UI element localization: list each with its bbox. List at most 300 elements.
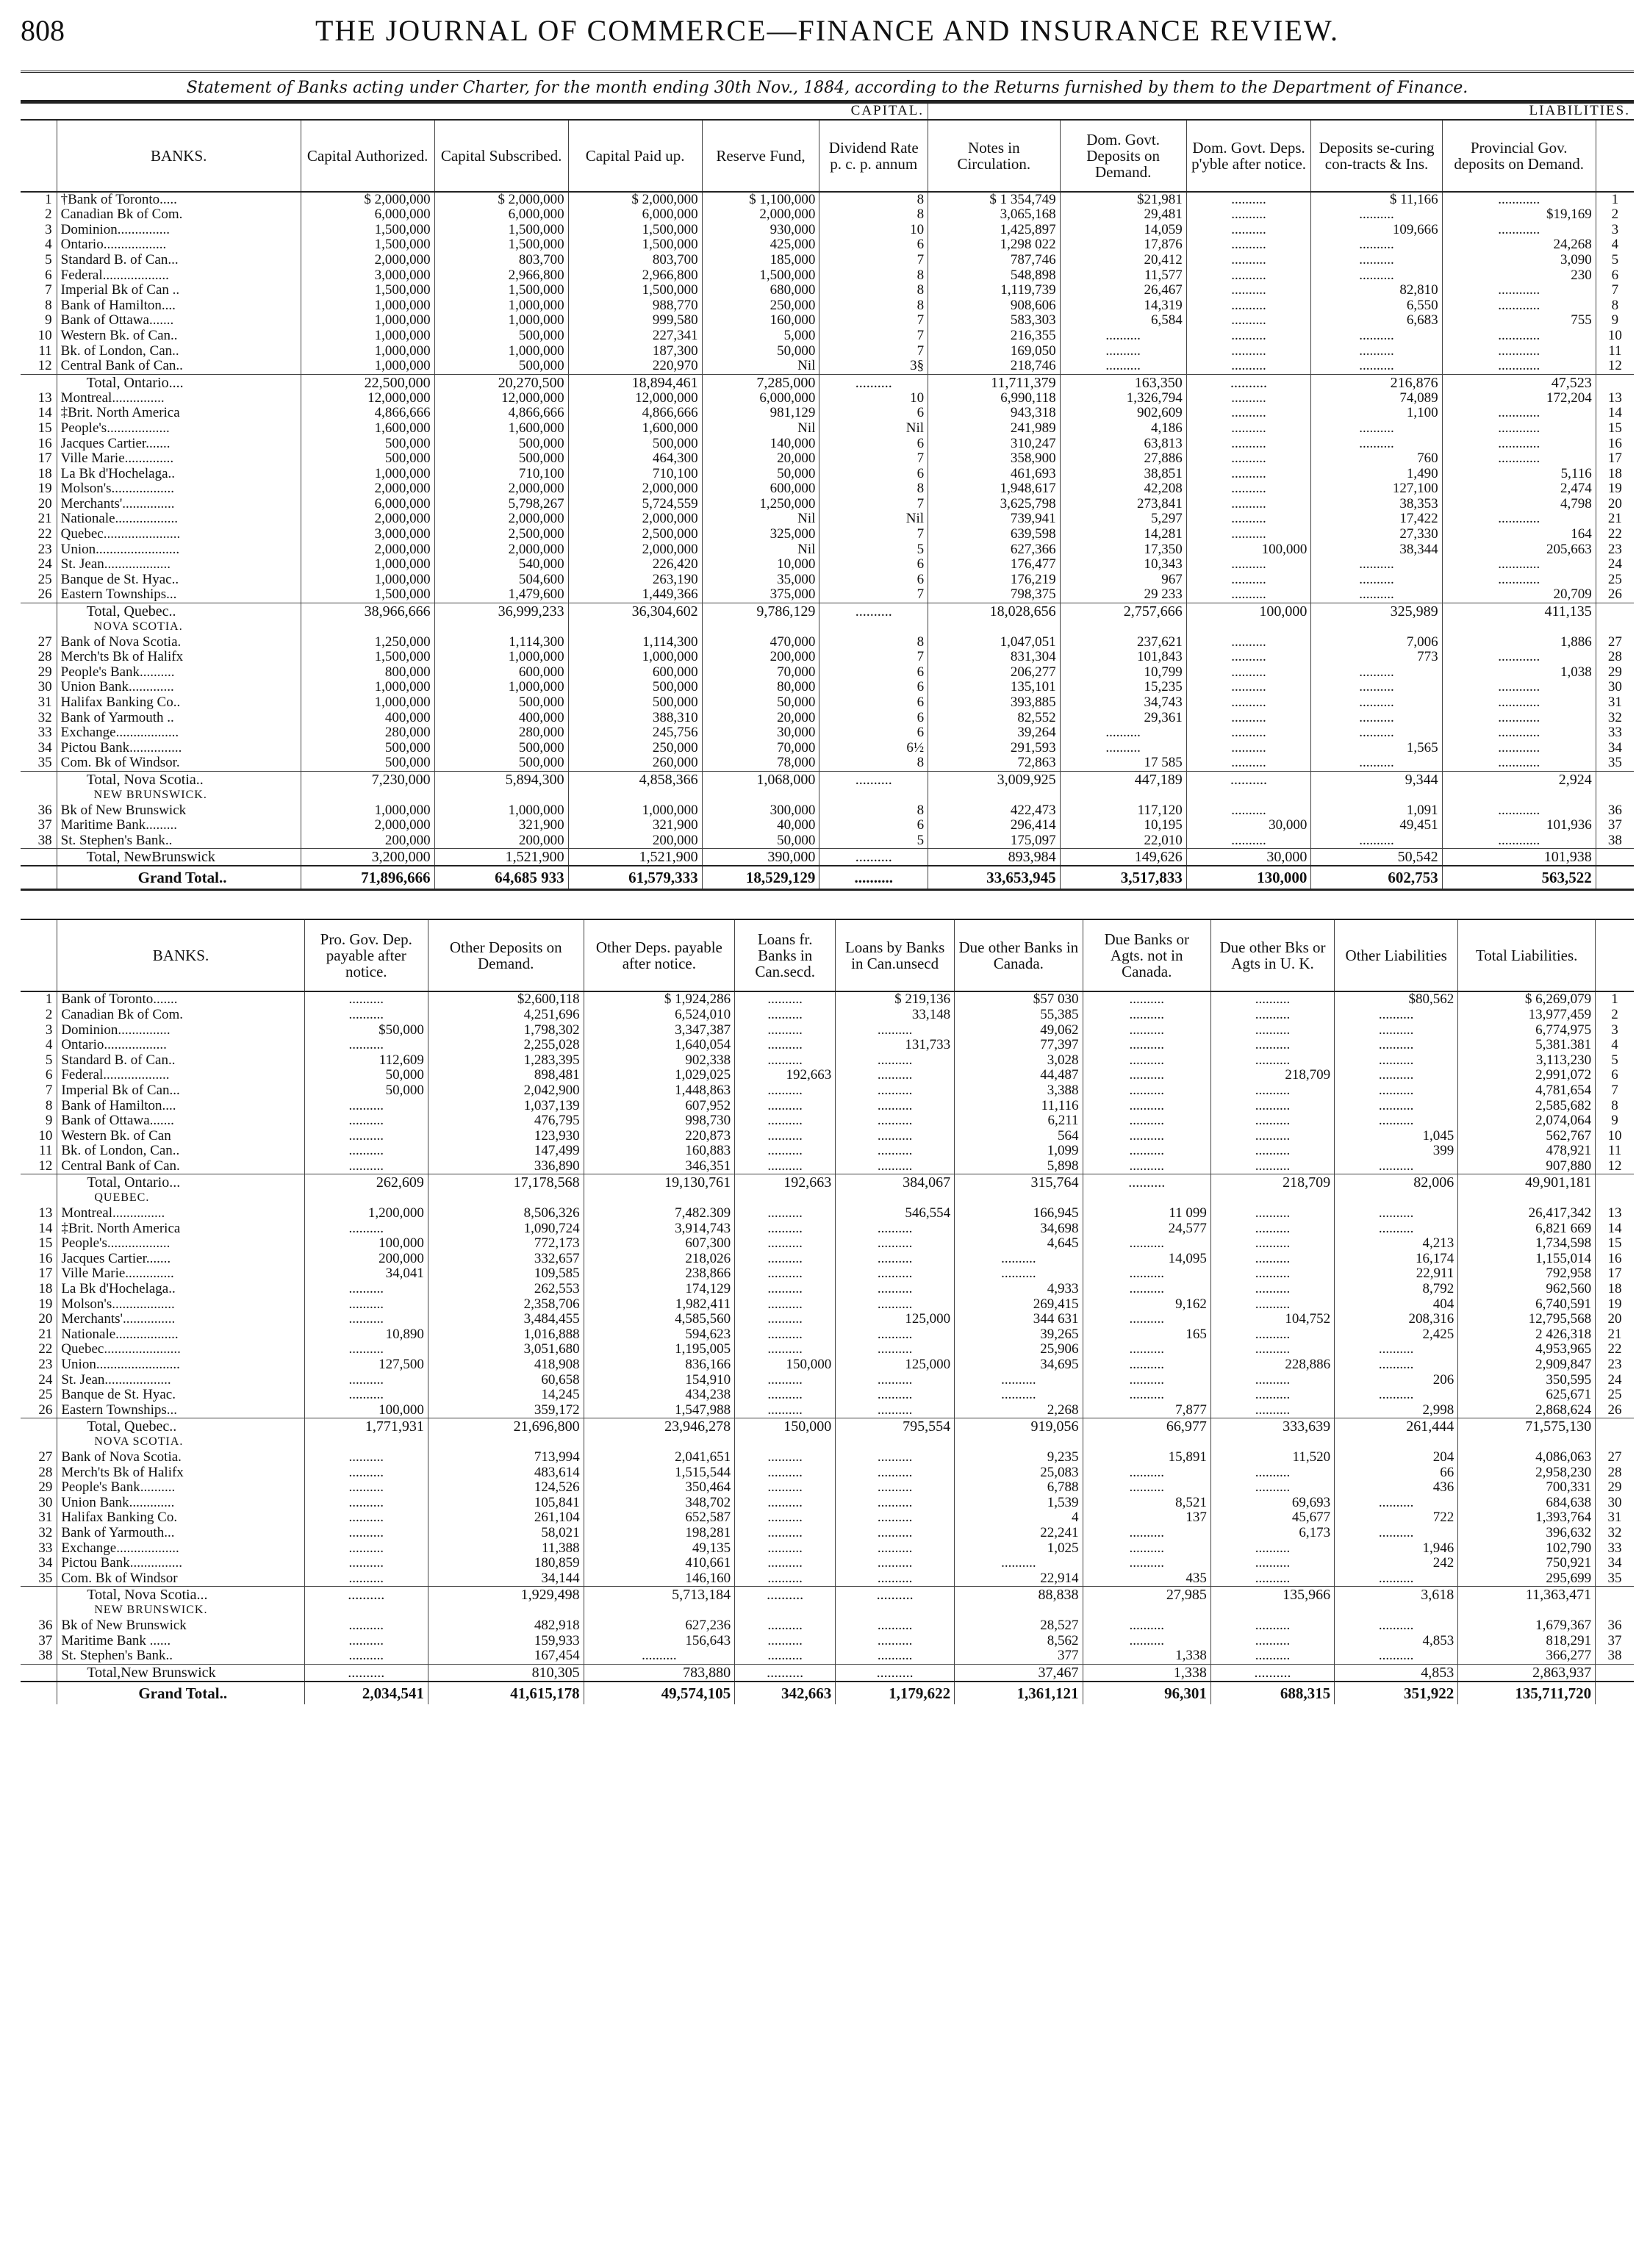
value-cell: 8: [819, 207, 928, 223]
value-cell: 16,174: [1335, 1252, 1458, 1267]
value-cell: 101,936: [1442, 818, 1596, 833]
table-row: [21, 1252, 1634, 1267]
value-cell: ..........: [1186, 833, 1311, 849]
value-cell: 6: [819, 573, 928, 588]
value-cell: 5,116: [1442, 467, 1596, 482]
bank-name: Com. Bk of Windsor: [57, 1571, 304, 1587]
value-cell: 8: [819, 756, 928, 771]
row-number: 2: [45, 1007, 53, 1022]
value-cell: Nil: [702, 512, 819, 527]
value-cell: 40,000: [702, 818, 819, 833]
bank-name: Ville Marie..............: [57, 1266, 304, 1282]
value-cell: 500,000: [434, 695, 568, 711]
bank-name: Imperial Bk of Can...: [57, 1083, 304, 1099]
bank-name: Grand Total..: [57, 866, 301, 889]
value-cell: ............: [1442, 573, 1596, 588]
value-cell: 131,733: [836, 1038, 955, 1053]
empty-cell: [836, 1191, 955, 1206]
bank-name: Merchants'...............: [57, 497, 301, 512]
value-cell: 49,135: [584, 1541, 735, 1557]
empty-cell: [304, 1435, 428, 1450]
statement-subtitle: Statement of Banks acting under Charter, for the month ending 30th Nov., 1884, according to the Returns furnished by them to the Department of Finance.: [21, 73, 1634, 102]
value-cell: ..........: [735, 1403, 836, 1418]
row-number-right: 11: [1596, 1144, 1634, 1159]
row-number-cell: [1596, 1603, 1634, 1618]
value-cell: ..........: [1210, 1266, 1334, 1282]
value-cell: 17 585: [1060, 756, 1186, 771]
bank-name: Canadian Bk of Com.: [57, 1008, 304, 1023]
row-number-right: 29: [1596, 665, 1634, 681]
value-cell: 19,130,761: [584, 1174, 735, 1191]
column-header: Total Liabilities.: [1458, 919, 1596, 991]
row-number: 32: [37, 710, 52, 725]
value-cell: ..........: [1335, 1618, 1458, 1634]
value-cell: ..........: [304, 1510, 428, 1526]
value-cell: 7: [819, 451, 928, 467]
row-number: 34: [38, 1556, 53, 1571]
value-cell: 96,301: [1083, 1682, 1210, 1704]
value-cell: 6½: [819, 741, 928, 756]
value-cell: 164: [1442, 527, 1596, 542]
value-cell: ............: [1442, 695, 1596, 711]
bank-name: Banque de St. Hyac..: [57, 573, 301, 588]
value-cell: ..........: [735, 1388, 836, 1403]
value-cell: 6,584: [1060, 313, 1186, 329]
row-number: 12: [38, 1158, 53, 1174]
column-header: Reserve Fund,: [702, 120, 819, 192]
table-row: [21, 1144, 1634, 1159]
value-cell: 20,270,500: [434, 374, 568, 391]
value-cell: ..........: [1083, 1083, 1210, 1099]
table-row: [21, 192, 1634, 208]
row-number-right: 16: [1596, 437, 1634, 452]
column-header: Due other Banks in Canada.: [955, 919, 1083, 991]
value-cell: 436: [1335, 1480, 1458, 1496]
value-cell: ..........: [304, 1480, 428, 1496]
value-cell: 200,000: [434, 833, 568, 849]
value-cell: 26,417,342: [1458, 1206, 1596, 1221]
value-cell: ..........: [735, 1648, 836, 1664]
value-cell: 261,104: [428, 1510, 584, 1526]
value-cell: ..........: [735, 1634, 836, 1649]
row-number: 29: [38, 1480, 53, 1496]
row-number: 12: [37, 359, 52, 374]
value-cell: 296,414: [928, 818, 1061, 833]
value-cell: ..........: [1083, 1008, 1210, 1023]
value-cell: 218,709: [1210, 1174, 1334, 1191]
value-cell: 23,946,278: [584, 1418, 735, 1435]
value-cell: $ 1 354,749: [928, 192, 1061, 208]
bank-name: Bank of Ottawa.......: [57, 1113, 304, 1129]
value-cell: 902,609: [1060, 406, 1186, 421]
value-cell: ..........: [1210, 1099, 1334, 1114]
value-cell: ..........: [1335, 1053, 1458, 1069]
row-number: 8: [45, 1098, 53, 1113]
value-cell: ..........: [304, 1465, 428, 1481]
value-cell: 1,114,300: [568, 635, 702, 650]
row-number: 37: [38, 1633, 53, 1648]
value-cell: ..........: [955, 1556, 1083, 1571]
page: [21, 13, 1634, 2255]
table-row: [21, 756, 1634, 771]
empty-cell: [434, 620, 568, 635]
value-cell: ..........: [1083, 1634, 1210, 1649]
value-cell: 7: [819, 527, 928, 542]
value-cell: ..........: [1186, 237, 1311, 253]
row-number: 28: [38, 1465, 53, 1480]
value-cell: 476,795: [428, 1113, 584, 1129]
table-row: [21, 573, 1634, 588]
value-cell: 1,500,000: [434, 223, 568, 238]
bank-name: Central Bank of Can..: [57, 359, 301, 374]
value-cell: 9,162: [1083, 1297, 1210, 1313]
value-cell: 8,562: [955, 1634, 1083, 1649]
value-cell: ..........: [304, 1159, 428, 1174]
empty-cell: [304, 1191, 428, 1206]
value-cell: 82,552: [928, 711, 1061, 726]
table-row: [21, 467, 1634, 482]
table-row: [21, 818, 1634, 833]
value-cell: 7: [819, 313, 928, 329]
value-cell: ..........: [304, 1587, 428, 1604]
value-cell: 1,490: [1311, 467, 1442, 482]
value-cell: 1,000,000: [301, 313, 434, 329]
value-cell: ..........: [1311, 359, 1442, 374]
bank-name: Merch'ts Bk of Halifx: [57, 650, 301, 665]
row-number: 21: [38, 1327, 53, 1342]
value-cell: ..........: [1083, 1174, 1210, 1191]
value-cell: 42,208: [1060, 481, 1186, 497]
value-cell: 1,886: [1442, 635, 1596, 650]
value-cell: 315,764: [955, 1174, 1083, 1191]
bank-name: Merch'ts Bk of Halifx: [57, 1465, 304, 1481]
value-cell: 1,600,000: [434, 421, 568, 437]
table-row: [21, 1357, 1634, 1373]
value-cell: ..........: [1210, 1236, 1334, 1252]
table-row: [21, 542, 1634, 558]
row-number-right: 5: [1596, 1053, 1634, 1069]
value-cell: ..........: [304, 1634, 428, 1649]
value-cell: 262,553: [428, 1282, 584, 1297]
row-number: 27: [37, 634, 52, 650]
value-cell: 1,155,014: [1458, 1252, 1596, 1267]
value-cell: ..........: [735, 1510, 836, 1526]
value-cell: 230: [1442, 268, 1596, 284]
column-header: Capital Authorized.: [301, 120, 434, 192]
value-cell: 2,074,064: [1458, 1113, 1596, 1129]
value-cell: ..........: [304, 1038, 428, 1053]
value-cell: ..........: [1210, 1297, 1334, 1313]
value-cell: ..........: [1060, 741, 1186, 756]
value-cell: ..........: [836, 1252, 955, 1267]
value-cell: 1,047,051: [928, 635, 1061, 650]
table-row: [21, 1008, 1634, 1023]
value-cell: 5,000: [702, 329, 819, 344]
table-row: [21, 1634, 1634, 1649]
value-cell: 1,448,863: [584, 1083, 735, 1099]
value-cell: 2,863,937: [1458, 1664, 1596, 1682]
empty-cell: [1311, 620, 1442, 635]
value-cell: ............: [1442, 680, 1596, 695]
value-cell: 500,000: [301, 756, 434, 771]
value-cell: 625,671: [1458, 1388, 1596, 1403]
value-cell: 4,186: [1060, 421, 1186, 437]
value-cell: 74,089: [1311, 391, 1442, 406]
value-cell: 8,792: [1335, 1282, 1458, 1297]
value-cell: 10,000: [702, 557, 819, 573]
value-cell: ..........: [735, 1206, 836, 1221]
value-cell: 7: [819, 344, 928, 359]
value-cell: 7: [819, 497, 928, 512]
value-cell: 583,303: [928, 313, 1061, 329]
value-cell: 10: [819, 391, 928, 406]
value-cell: 50,542: [1311, 849, 1442, 866]
bank-name: Molson's..................: [57, 1297, 304, 1313]
value-cell: 1,114,300: [434, 635, 568, 650]
value-cell: 4,866,666: [301, 406, 434, 421]
value-cell: 24,577: [1083, 1221, 1210, 1237]
value-cell: 237,621: [1060, 635, 1186, 650]
value-cell: 1,000,000: [434, 650, 568, 665]
value-cell: 1,283,395: [428, 1053, 584, 1069]
row-number: 35: [37, 756, 52, 771]
value-cell: 160,000: [702, 313, 819, 329]
value-cell: ..........: [1335, 1526, 1458, 1541]
value-cell: ..........: [735, 1571, 836, 1587]
value-cell: 564: [955, 1129, 1083, 1144]
table-row: [21, 1571, 1634, 1587]
bank-name: Bank of Yarmouth...: [57, 1526, 304, 1541]
bank-name: Halifax Banking Co..: [57, 695, 301, 711]
value-cell: 29 233: [1060, 587, 1186, 603]
value-cell: 12,000,000: [434, 391, 568, 406]
value-cell: 11,520: [1210, 1450, 1334, 1465]
value-cell: 34,695: [955, 1357, 1083, 1373]
value-cell: ..........: [304, 1571, 428, 1587]
table-row: [21, 223, 1634, 238]
value-cell: 72,863: [928, 756, 1061, 771]
value-cell: 66,977: [1083, 1418, 1210, 1435]
value-cell: ..........: [836, 1144, 955, 1159]
value-cell: 7,230,000: [301, 771, 434, 788]
row-number-right: 24: [1596, 1373, 1634, 1388]
value-cell: 156,643: [584, 1634, 735, 1649]
value-cell: 38,851: [1060, 467, 1186, 482]
value-cell: ..........: [1060, 725, 1186, 741]
row-number: [21, 1174, 57, 1191]
value-cell: 1,479,600: [434, 587, 568, 603]
value-cell: 6,173: [1210, 1526, 1334, 1541]
value-cell: 20,000: [702, 451, 819, 467]
value-cell: $ 6,269,079: [1458, 991, 1596, 1008]
value-cell: ..........: [1311, 587, 1442, 603]
value-cell: ..........: [1083, 1129, 1210, 1144]
row-number: 36: [38, 1618, 53, 1633]
table-row: [21, 451, 1634, 467]
value-cell: 2,000,000: [301, 253, 434, 268]
value-cell: 836,166: [584, 1357, 735, 1373]
empty-cell: [702, 788, 819, 803]
grand-total-row: [21, 1682, 1634, 1704]
value-cell: ..........: [1186, 283, 1311, 298]
bank-name: Molson's..................: [57, 481, 301, 497]
value-cell: ..........: [1186, 329, 1311, 344]
row-number: 35: [38, 1571, 53, 1586]
table-row: [21, 1282, 1634, 1297]
row-number-cell: [1596, 1435, 1634, 1450]
bank-name: Ontario..................: [57, 1038, 304, 1053]
value-cell: ..........: [1311, 756, 1442, 771]
row-number: [21, 1587, 57, 1604]
value-cell: ..........: [836, 1496, 955, 1511]
value-cell: 50,000: [702, 344, 819, 359]
row-number-right: 7: [1596, 283, 1634, 298]
value-cell: 260,000: [568, 756, 702, 771]
value-cell: 831,304: [928, 650, 1061, 665]
value-cell: ..........: [735, 1252, 836, 1267]
row-number: 11: [39, 1144, 53, 1159]
value-cell: 425,000: [702, 237, 819, 253]
value-cell: ..........: [1210, 1129, 1334, 1144]
value-cell: ..........: [1083, 1023, 1210, 1038]
value-cell: 461,693: [928, 467, 1061, 482]
value-cell: ..........: [1186, 771, 1311, 788]
value-cell: 359,172: [428, 1403, 584, 1418]
value-cell: 5,894,300: [434, 771, 568, 788]
value-cell: 1,000,000: [434, 680, 568, 695]
value-cell: 600,000: [568, 665, 702, 681]
row-number-cell: [1596, 788, 1634, 803]
value-cell: 1,000,000: [301, 573, 434, 588]
value-cell: 7,482.309: [584, 1206, 735, 1221]
value-cell: ..........: [304, 991, 428, 1008]
value-cell: 1,099: [955, 1144, 1083, 1159]
value-cell: 66: [1335, 1465, 1458, 1481]
value-cell: ............: [1442, 451, 1596, 467]
value-cell: 80,000: [702, 680, 819, 695]
value-cell: 893,984: [928, 849, 1061, 866]
value-cell: ..........: [1083, 1068, 1210, 1083]
row-number: 9: [45, 1113, 53, 1129]
value-cell: ..........: [1311, 237, 1442, 253]
empty-cell: [428, 1435, 584, 1450]
value-cell: 4,645: [955, 1236, 1083, 1252]
value-cell: 500,000: [301, 437, 434, 452]
value-cell: ..........: [1335, 1099, 1458, 1114]
bank-name: Banque de St. Hyac.: [57, 1388, 304, 1403]
value-cell: ..........: [735, 1083, 836, 1099]
value-cell: 2,268: [955, 1403, 1083, 1418]
empty-cell: [584, 1191, 735, 1206]
value-cell: ..........: [1335, 1113, 1458, 1129]
value-cell: 22,241: [955, 1526, 1083, 1541]
value-cell: 1,500,000: [301, 223, 434, 238]
row-number-right: 7: [1596, 1083, 1634, 1099]
value-cell: ..........: [1186, 481, 1311, 497]
value-cell: ..........: [584, 1648, 735, 1664]
value-cell: 943,318: [928, 406, 1061, 421]
table-row: [21, 1236, 1634, 1252]
empty-cell: [819, 620, 928, 635]
value-cell: 1,771,931: [304, 1418, 428, 1435]
row-number-right: 14: [1596, 1221, 1634, 1237]
bank-name: Total, Nova Scotia...: [57, 1587, 304, 1604]
value-cell: ............: [1442, 725, 1596, 741]
value-cell: 280,000: [301, 725, 434, 741]
value-cell: 1,298 022: [928, 237, 1061, 253]
value-cell: ..........: [955, 1266, 1083, 1282]
empty-cell: [1442, 620, 1596, 635]
table-row: [21, 1023, 1634, 1038]
value-cell: 70,000: [702, 665, 819, 681]
value-cell: 160,883: [584, 1144, 735, 1159]
value-cell: 69,693: [1210, 1496, 1334, 1511]
bank-name: Pictou Bank...............: [57, 741, 301, 756]
value-cell: 1,000,000: [434, 313, 568, 329]
row-number-right: 20: [1596, 497, 1634, 512]
value-cell: 1,000,000: [301, 467, 434, 482]
value-cell: ..........: [836, 1282, 955, 1297]
capital-liabilities-table: [21, 102, 1634, 889]
value-cell: 325,989: [1311, 603, 1442, 620]
value-cell: 206: [1335, 1373, 1458, 1388]
bank-name: Bk of New Brunswick: [57, 803, 301, 819]
value-cell: 245,756: [568, 725, 702, 741]
value-cell: 36,304,602: [568, 603, 702, 620]
bank-name: Pictou Bank...............: [57, 1556, 304, 1571]
bank-name: Jacques Cartier.......: [57, 437, 301, 452]
value-cell: 125,000: [836, 1312, 955, 1327]
bank-name: Total, NewBrunswick: [57, 849, 301, 866]
row-number-right: 8: [1596, 298, 1634, 314]
value-cell: 1,600,000: [301, 421, 434, 437]
value-cell: 100,000: [304, 1236, 428, 1252]
value-cell: ..........: [836, 1068, 955, 1083]
table-row: [21, 1556, 1634, 1571]
empty-cell: [1311, 788, 1442, 803]
value-cell: 902,338: [584, 1053, 735, 1069]
value-cell: 22,914: [955, 1571, 1083, 1587]
value-cell: 1,068,000: [702, 771, 819, 788]
row-number: 20: [37, 496, 52, 512]
value-cell: 109,666: [1311, 223, 1442, 238]
value-cell: 49,574,105: [584, 1682, 735, 1704]
value-cell: 1,500,000: [568, 223, 702, 238]
value-cell: 165: [1083, 1327, 1210, 1343]
value-cell: ..........: [735, 1008, 836, 1023]
bank-name: Federal...................: [57, 268, 301, 284]
row-number-right: 15: [1596, 421, 1634, 437]
row-number-right: 22: [1596, 527, 1634, 542]
value-cell: 1,000,000: [301, 344, 434, 359]
bank-name: Western Bk. of Can: [57, 1129, 304, 1144]
column-header: Other Deposits on Demand.: [428, 919, 584, 991]
value-cell: 163,350: [1060, 374, 1186, 391]
value-cell: 58,021: [428, 1526, 584, 1541]
value-cell: 4,798: [1442, 497, 1596, 512]
row-number-right: 32: [1596, 711, 1634, 726]
value-cell: 2,000,000: [568, 512, 702, 527]
row-number: 25: [38, 1388, 53, 1403]
value-cell: ..........: [1311, 833, 1442, 849]
value-cell: 6: [819, 725, 928, 741]
row-number-right: 27: [1596, 635, 1634, 650]
value-cell: ..........: [836, 1297, 955, 1313]
value-cell: 150,000: [735, 1418, 836, 1435]
value-cell: 3,200,000: [301, 849, 434, 866]
value-cell: 346,351: [584, 1159, 735, 1174]
row-number-right: [1596, 603, 1634, 620]
